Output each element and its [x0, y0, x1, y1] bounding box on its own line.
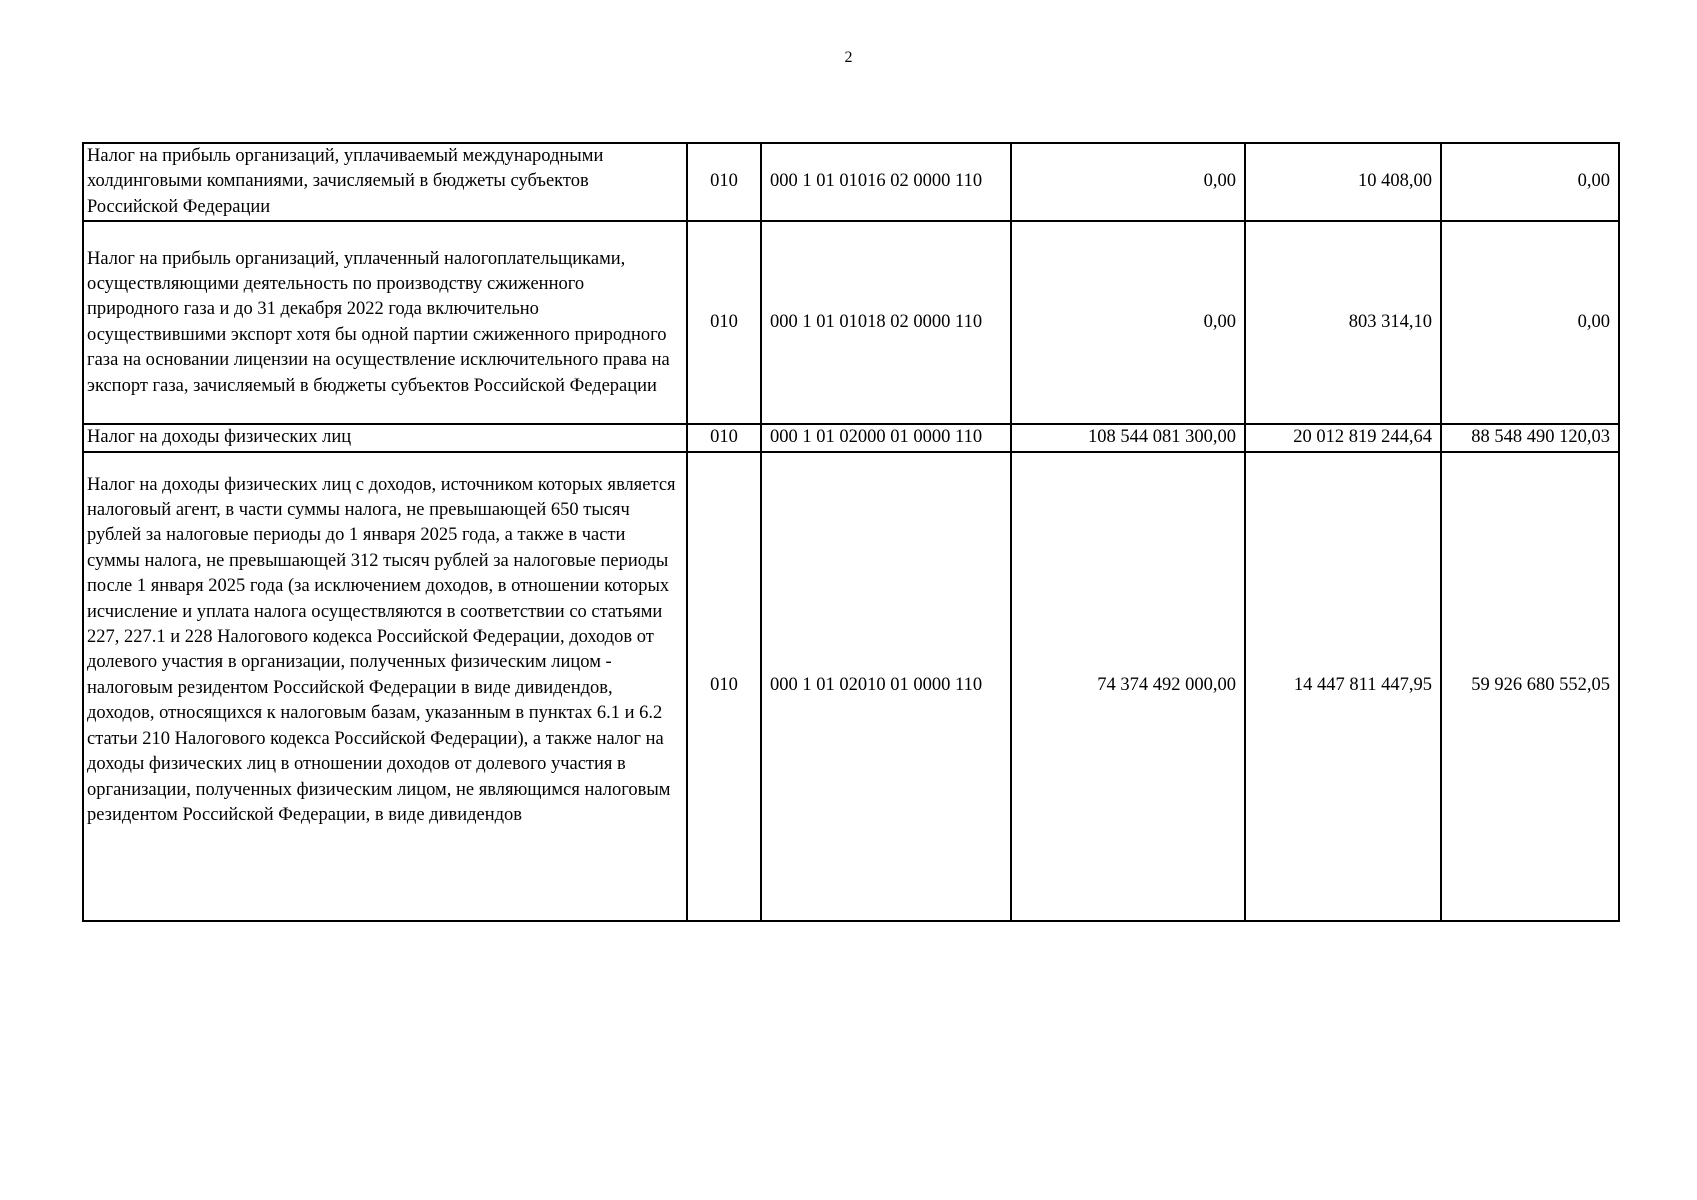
revenue-name-cell: Налог на прибыль организаций, уплачиваемый международными холдинговыми компаниями, зачисляемый в бюджеты субъектов Российской Федерации: [83, 143, 687, 221]
line-code-cell: 010: [687, 221, 761, 424]
unexecuted-amount-cell: 0,00: [1441, 143, 1619, 221]
line-code-cell: 010: [687, 424, 761, 451]
executed-amount-cell: 20 012 819 244,64: [1245, 424, 1441, 451]
line-code-cell: 010: [687, 452, 761, 921]
approved-amount-cell: 0,00: [1011, 221, 1245, 424]
unexecuted-amount-cell: 59 926 680 552,05: [1441, 452, 1619, 921]
revenue-table: [82, 142, 1620, 922]
table-row: [83, 452, 1619, 921]
executed-amount-cell: 14 447 811 447,95: [1245, 452, 1441, 921]
table-row: [83, 143, 1619, 221]
table-row: [83, 424, 1619, 451]
line-code-cell: 010: [687, 143, 761, 221]
budget-code-cell: 000 1 01 01018 02 0000 110: [761, 221, 1011, 424]
table-row: [83, 221, 1619, 424]
revenue-name-cell: Налог на доходы физических лиц с доходов, источником которых является налоговый агент, в части суммы налога, не превышающей 650 тысяч рублей за налоговые периоды до 1 января 2025 года, а также в части суммы налога, не превышающей 312 тысяч рублей за налоговые периоды после 1 января 2025 года (за исключением доходов, в отношении которых исчисление и уплата налога осуществляются в соответствии со статьями 227, 227.1 и 228 Налогового кодекса Российской Федерации, доходов от долевого участия в организации, полученных физическим лицом - налоговым резидентом Российской Федерации в виде дивидендов, доходов, относящихся к налоговым базам, указанным в пунктах 6.1 и 6.2 статьи 210 Налогового кодекса Российской Федерации), а также налог на доходы физических лиц в отношении доходов от долевого участия в организации, полученных физическим лицом, не являющимся налоговым резидентом Российской Федерации, в виде дивидендов: [83, 452, 687, 921]
revenue-name-cell: Налог на прибыль организаций, уплаченный налогоплательщиками, осуществляющими деятельность по производству сжиженного природного газа и до 31 декабря 2022 года включительно осуществившими экспорт хотя бы одной партии сжиженного природного газа на основании лицензии на осуществление исключительного права на экспорт газа, зачисляемый в бюджеты субъектов Российской Федерации: [83, 221, 687, 424]
revenue-name-cell: Налог на доходы физических лиц: [83, 424, 687, 451]
page-number: 2: [844, 49, 853, 66]
budget-code-cell: 000 1 01 02010 01 0000 110: [761, 452, 1011, 921]
executed-amount-cell: 803 314,10: [1245, 221, 1441, 424]
approved-amount-cell: 0,00: [1011, 143, 1245, 221]
budget-code-cell: 000 1 01 02000 01 0000 110: [761, 424, 1011, 451]
approved-amount-cell: 74 374 492 000,00: [1011, 452, 1245, 921]
unexecuted-amount-cell: 0,00: [1441, 221, 1619, 424]
approved-amount-cell: 108 544 081 300,00: [1011, 424, 1245, 451]
unexecuted-amount-cell: 88 548 490 120,03: [1441, 424, 1619, 451]
executed-amount-cell: 10 408,00: [1245, 143, 1441, 221]
budget-code-cell: 000 1 01 01016 02 0000 110: [761, 143, 1011, 221]
